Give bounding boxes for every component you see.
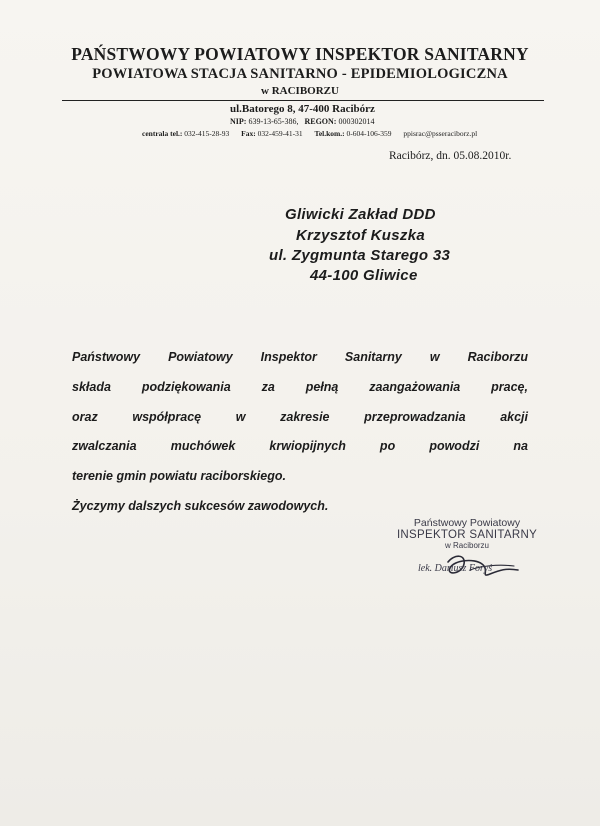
letter-date: Racibórz, dn. 05.08.2010r. bbox=[389, 150, 512, 162]
body-line-5: terenie gmin powiatu raciborskiego. bbox=[72, 469, 286, 484]
letterhead-rule bbox=[62, 100, 544, 101]
fax-label: Fax: bbox=[241, 129, 256, 138]
letterhead-title: PAŃSTWOWY POWIATOWY INSPEKTOR SANITARNY bbox=[71, 44, 529, 64]
mobile-value: 0-604-106-359 bbox=[346, 129, 392, 138]
regon-label: REGON: bbox=[304, 117, 337, 126]
stamp-line-1: Państwowy Powiatowy bbox=[413, 517, 521, 529]
stamp-line-3: w Raciborzu bbox=[444, 541, 489, 550]
central-label: centrala tel.: bbox=[142, 129, 183, 138]
body-line-4: zwalczania muchówek krwiopijnych po powodzi na bbox=[72, 439, 528, 454]
letter-body bbox=[72, 343, 528, 522]
official-stamp bbox=[382, 517, 552, 550]
addressee-company: Gliwicki Zakład DDD bbox=[285, 206, 436, 223]
addressee-city: 44-100 Gliwice bbox=[310, 267, 418, 284]
body-line-6: Życzymy dalszych sukcesów zawodowych. bbox=[72, 498, 329, 513]
mobile-label: Tel.kom.: bbox=[314, 129, 345, 138]
body-line-1: Państwowy Powiatowy Inspektor Sanitarny w Raciborzu bbox=[72, 350, 528, 364]
letterhead-subtitle: POWIATOWA STACJA SANITARNO - EPIDEMIOLOGICZNA bbox=[92, 66, 508, 82]
addressee-street: ul. Zygmunta Starego 33 bbox=[269, 247, 451, 264]
addressee-person: Krzysztof Kuszka bbox=[296, 227, 425, 244]
nip-label: NIP: bbox=[230, 117, 247, 126]
stamp-line-2: INSPEKTOR SANITARNY bbox=[396, 529, 538, 541]
signatory-name: lek. Dariusz Foryś bbox=[418, 563, 493, 574]
letterhead-identifiers bbox=[230, 117, 374, 126]
body-line-2: składa podziękowania za pełną zaangażowania pracę, bbox=[72, 379, 528, 394]
central-value: 032-415-28-93 bbox=[184, 129, 230, 138]
letterhead-location: w RACIBORZU bbox=[261, 85, 339, 97]
letterhead-contacts bbox=[142, 129, 477, 138]
nip-value: 639-13-65-386, bbox=[248, 117, 299, 126]
regon-value: 000302014 bbox=[338, 117, 375, 126]
letterhead-address: ul.Batorego 8, 47-400 Racibórz bbox=[230, 103, 375, 115]
body-line-3: oraz współpracę w zakresie przeprowadzania akcji bbox=[72, 409, 528, 424]
email-address: ppisrac@psseraciborz.pl bbox=[403, 129, 478, 138]
fax-value: 032-459-41-31 bbox=[257, 129, 303, 138]
